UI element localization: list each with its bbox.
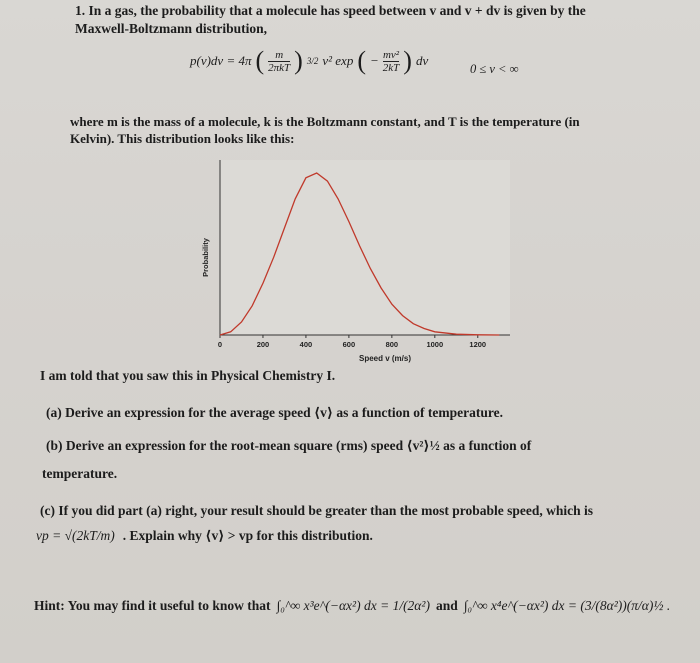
eq-mid: v² exp — [322, 53, 354, 68]
x-tick-label: 800 — [385, 340, 399, 349]
eq-exponent: 3/2 — [306, 56, 319, 66]
eq-dv: dv — [415, 53, 429, 68]
told-text: I am told that you saw this in Physical Chemistry I. — [40, 368, 336, 383]
x-tick-label: 600 — [342, 340, 356, 349]
plot-area — [220, 160, 510, 335]
x-tick-label: 1000 — [426, 340, 444, 349]
eq-fraction — [268, 49, 290, 74]
eq-frac-num: m — [275, 48, 284, 61]
x-tick-label: 0 — [217, 340, 223, 349]
hint-integral-2: ∫₀^∞ x⁴e^(−αx²) dx = (3/(8α²))(π/α)½ . — [463, 598, 671, 613]
eq-paren-open: ( — [255, 46, 265, 75]
hint-text: Hint: You may find it useful to know that — [34, 598, 271, 613]
distribution-chart — [198, 150, 518, 365]
where-line-1: where m is the mass of a molecule, k is the Boltzmann constant, and T is the temperature (in — [70, 114, 580, 129]
part-c-rest: . Explain why ⟨v⟩ > vp for this distribution. — [122, 528, 373, 543]
where-text — [70, 113, 580, 147]
x-tick-label: 200 — [256, 340, 270, 349]
where-line-2: Kelvin). This distribution looks like this: — [70, 131, 295, 146]
hint — [34, 598, 670, 614]
x-axis-label: Speed v (m/s) — [358, 354, 412, 363]
part-b: (b) Derive an expression for the root-mean square (rms) speed ⟨v²⟩½ as a function of — [46, 438, 532, 453]
speed-range: 0 ≤ v < ∞ — [470, 62, 519, 76]
eq-exp-den: 2kT — [382, 61, 400, 74]
hint-and: and — [435, 598, 458, 613]
question-intro — [75, 2, 586, 38]
intro-line-1: In a gas, the probability that a molecule has speed between v and v + dv is given by the — [88, 3, 586, 18]
part-b-line-2: temperature. — [42, 466, 118, 481]
eq-lhs: p(v)dv = 4π — [190, 53, 252, 68]
x-tick-label: 400 — [299, 340, 313, 349]
part-c: (c) If you did part (a) right, your result should be greater than the most probable speed, which is — [40, 503, 594, 518]
hint-integral-1: ∫₀^∞ x³e^(−αx²) dx = 1/(2α²) — [276, 598, 430, 613]
eq-paren-close: ) — [294, 46, 303, 75]
part-c-line-2 — [36, 528, 373, 544]
intro-line-2: Maxwell-Boltzmann distribution, — [75, 21, 268, 36]
part-a: (a) Derive an expression for the average speed ⟨v⟩ as a function of temperature. — [46, 405, 504, 420]
eq-exp-fraction — [383, 49, 400, 74]
eq-exp-num: mv² — [382, 48, 400, 61]
most-probable-speed: vp = √(2kT/m) — [36, 528, 115, 543]
y-axis-label: Probability — [201, 238, 210, 277]
eq-frac-den: 2πkT — [268, 61, 291, 74]
x-tick-label: 1200 — [469, 340, 487, 349]
maxwell-boltzmann-equation: p(v)dv = 4π ( $\frac{m}{\text{2πkT}}$ ) 3/2 v² exp ( − $\frac{\text{mv²}}{2kT}$ ) dv — [190, 46, 429, 75]
question-number: 1. — [75, 3, 86, 18]
